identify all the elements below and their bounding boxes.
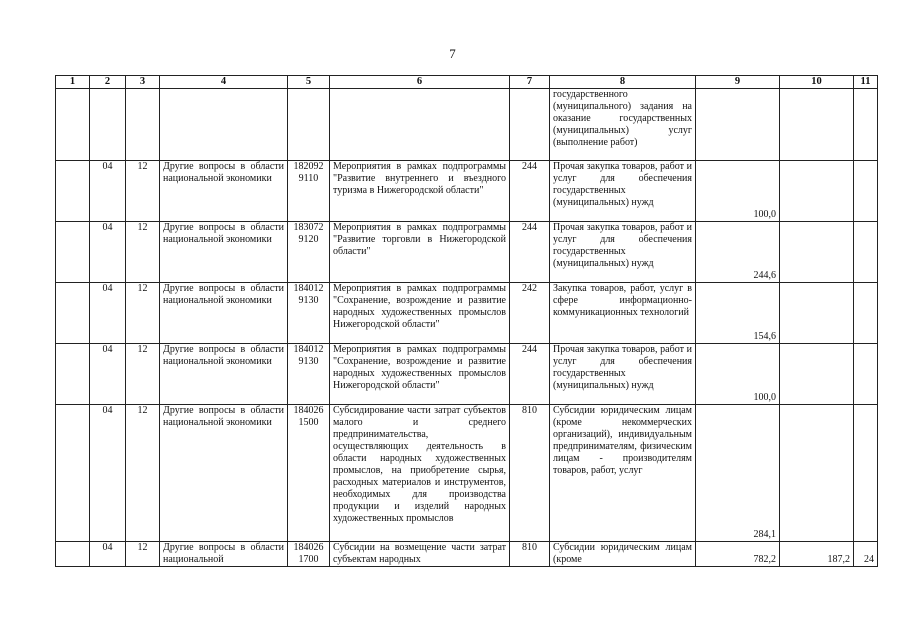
table-cell-amount-3 [854,344,878,405]
table-row [56,405,878,542]
table-cell [780,89,854,161]
table-cell-amount: 782,2 [696,542,780,567]
table-cell-target-code: 184026 1500 [288,405,330,542]
table-cell-target-code: 184026 1700 [288,542,330,567]
column-header: 8 [550,76,696,89]
table-cell [330,89,510,161]
column-header: 1 [56,76,90,89]
table-cell [854,89,878,161]
table-row [56,161,878,222]
table-cell [510,89,550,161]
table-cell-amount: 100,0 [696,344,780,405]
table-cell-section-name: Другие вопросы в области национальной [160,542,288,567]
table-cell-expense-type: Прочая закупка товаров, работ и услуг для обеспечения государственных (муниципальных) нужд [550,222,696,283]
table-row-continuation [56,89,878,161]
table-cell-section-name: Другие вопросы в области национальной экономики [160,344,288,405]
table-cell-expense-code: 244 [510,344,550,405]
table-cell-subsection: 12 [126,344,160,405]
table-cell-subsection: 12 [126,542,160,567]
table-cell-amount-2 [780,283,854,344]
table-cell-program-name: Субсидии на возмещение части затрат субъектам народных [330,542,510,567]
table-cell-section-name: Другие вопросы в области национальной экономики [160,222,288,283]
table-cell-section: 04 [90,542,126,567]
budget-table [55,75,878,567]
table-cell-amount-2 [780,405,854,542]
table-cell-amount: 284,1 [696,405,780,542]
table-cell-amount-3 [854,161,878,222]
table-cell-subsection: 12 [126,222,160,283]
column-header: 2 [90,76,126,89]
table-cell [160,89,288,161]
table-cell-section-name: Другие вопросы в области национальной экономики [160,161,288,222]
table-cell-amount-3 [854,283,878,344]
table-cell-amount-3 [854,222,878,283]
table-cell-amount-2 [780,222,854,283]
table-cell-section-name: Другие вопросы в области национальной экономики [160,283,288,344]
table-cell-target-code: 184012 9130 [288,344,330,405]
table-cell [288,89,330,161]
table-cell [56,222,90,283]
table-cell [696,89,780,161]
column-header: 4 [160,76,288,89]
table-cell-section: 04 [90,161,126,222]
table-cell-target-code: 182092 9110 [288,161,330,222]
table-row [56,344,878,405]
table-cell-amount-3: 24 [854,542,878,567]
table-cell [56,161,90,222]
table-cell-expense-code: 810 [510,405,550,542]
table-row [56,283,878,344]
table-cell-subsection: 12 [126,161,160,222]
table-cell-amount: 154,6 [696,283,780,344]
table-cell-expense-code: 810 [510,542,550,567]
page-number: 7 [449,46,456,61]
table-cell-amount-2 [780,344,854,405]
table-cell-section: 04 [90,222,126,283]
table-cell-subsection: 12 [126,283,160,344]
table-cell-amount: 244,6 [696,222,780,283]
column-header: 10 [780,76,854,89]
table-cell-expense-type: Закупка товаров, работ, услуг в сфере информационно-коммуникационных технологий [550,283,696,344]
table-cell-amount-2 [780,161,854,222]
table-cell-program-name: Мероприятия в рамках подпрограммы "Развитие торговли в Нижегородской области" [330,222,510,283]
table-cell-expense-type: Субсидии юридическим лицам (кроме некоммерческих организаций), индивидуальным предпринимателям, физическим лицам - производителям товаров, работ, услуг [550,405,696,542]
table-cell-expense-type: государственного (муниципального) задания на оказание государственных (муниципальных) услуг (выполнение работ) [550,89,696,161]
table-cell-target-code: 183072 9120 [288,222,330,283]
table-cell [56,89,90,161]
table-cell-expense-code: 242 [510,283,550,344]
table-cell [126,89,160,161]
table-cell-target-code: 184012 9130 [288,283,330,344]
table-cell-expense-code: 244 [510,222,550,283]
table-row [56,222,878,283]
table-cell [56,542,90,567]
table-cell-amount-3 [854,405,878,542]
table-header [56,76,878,89]
table-cell-program-name: Мероприятия в рамках подпрограммы "Сохранение, возрождение и развитие народных художественных промыслов Нижегородской области" [330,344,510,405]
table-cell-subsection: 12 [126,405,160,542]
column-header: 3 [126,76,160,89]
table-cell-amount-2: 187,2 [780,542,854,567]
column-header: 7 [510,76,550,89]
table-cell-expense-type: Субсидии юридическим лицам (кроме [550,542,696,567]
header-row [56,76,878,89]
table-cell [56,344,90,405]
column-header: 5 [288,76,330,89]
column-header: 9 [696,76,780,89]
table-cell-section: 04 [90,283,126,344]
table-cell [90,89,126,161]
table-row-partial [56,542,878,567]
table-cell [56,283,90,344]
column-header: 6 [330,76,510,89]
table-cell-expense-type: Прочая закупка товаров, работ и услуг для обеспечения государственных (муниципальных) нужд [550,161,696,222]
table-cell-section: 04 [90,405,126,542]
table-cell-program-name: Субсидирование части затрат субъектов малого и среднего предпринимательства, осуществляющих деятельность в области народных художественных промыслов, на приобретение сырья, расходных материалов и инструментов, необходимых для производства продукции и изделий народных художественных промыслов [330,405,510,542]
table-cell [56,405,90,542]
table-cell-expense-code: 244 [510,161,550,222]
table-cell-program-name: Мероприятия в рамках подпрограммы "Развитие внутреннего и въездного туризма в Нижегородской области" [330,161,510,222]
table-cell-section-name: Другие вопросы в области национальной экономики [160,405,288,542]
table-cell-program-name: Мероприятия в рамках подпрограммы "Сохранение, возрождение и развитие народных художественных промыслов Нижегородской области" [330,283,510,344]
column-header: 11 [854,76,878,89]
table-cell-amount: 100,0 [696,161,780,222]
table-cell-section: 04 [90,344,126,405]
table-cell-expense-type: Прочая закупка товаров, работ и услуг для обеспечения государственных (муниципальных) нужд [550,344,696,405]
